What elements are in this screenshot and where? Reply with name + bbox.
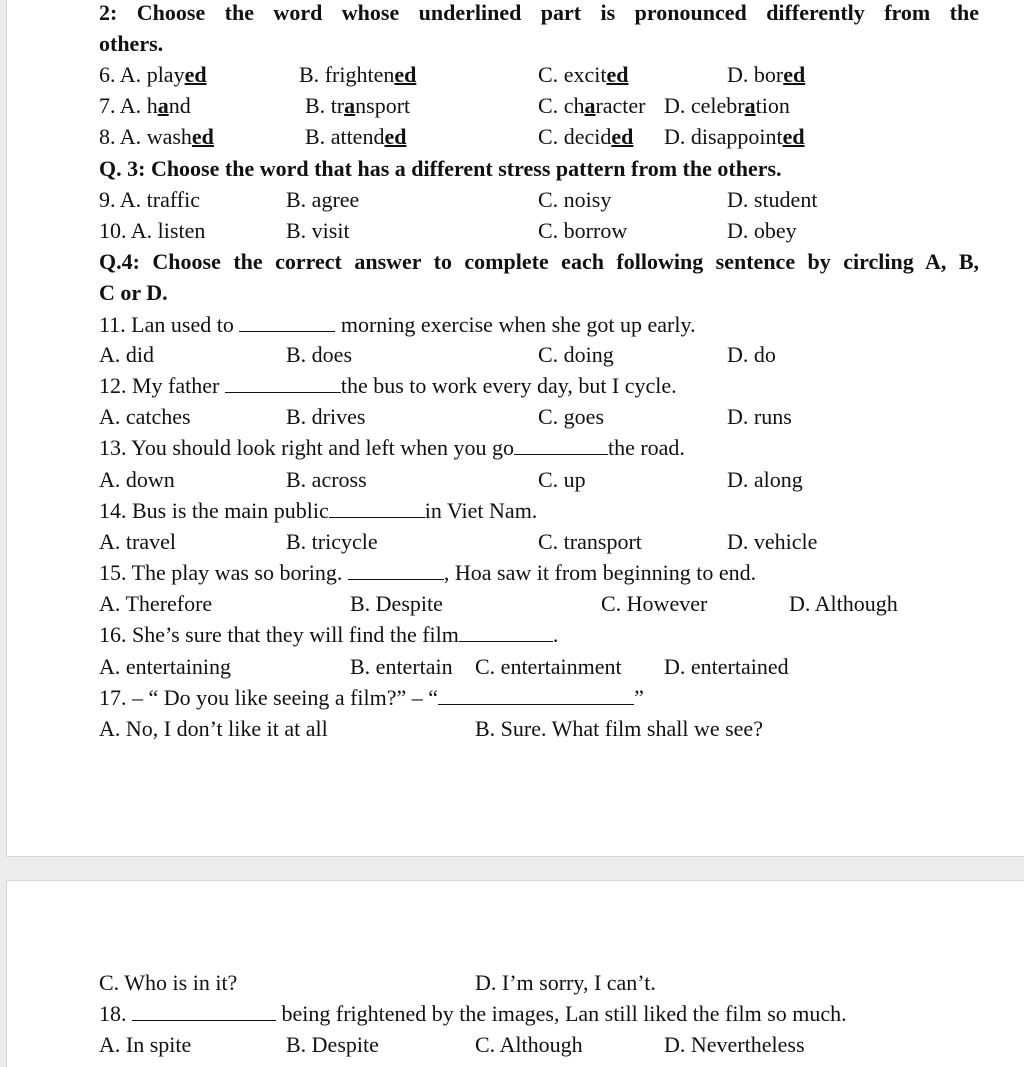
q12-option-b: B. drives <box>286 404 366 429</box>
q11-blank[interactable] <box>239 313 335 332</box>
q15-option-d: D. Although <box>789 591 898 616</box>
q14-option-d: D. vehicle <box>727 529 818 554</box>
q9-option-b: B. agree <box>286 187 360 212</box>
q9-option-a: 9. A. traffic <box>99 187 201 212</box>
q11-stem: 11. Lan used to morning exercise when she got up early. <box>99 312 696 337</box>
q18-option-c: C. Although <box>475 1032 583 1057</box>
q14-option-a: A. travel <box>99 529 176 554</box>
q11-option-d: D. do <box>727 342 776 367</box>
q16-option-d: D. entertained <box>664 654 789 679</box>
q15-option-a: A. Therefore <box>99 591 213 616</box>
q7-option-d: D. celebration <box>664 93 790 118</box>
q17-option-d: D. I’m sorry, I can’t. <box>475 970 656 995</box>
q12-stem: 12. My father the bus to work every day, but I cycle. <box>99 373 677 398</box>
q14-option-c: C. transport <box>538 529 642 554</box>
q6-option-c: C. excited <box>538 62 629 87</box>
q7-option-b: B. transport <box>305 93 411 118</box>
q7-option-a: 7. A. hand <box>99 93 191 118</box>
q17-stem: 17. – “ Do you like seeing a film?” – “ ” <box>99 685 644 710</box>
q14-option-b: B. tricycle <box>286 529 378 554</box>
q9-option-c: C. noisy <box>538 187 612 212</box>
q16-blank[interactable] <box>459 623 553 642</box>
document-page-2 <box>6 880 1024 1067</box>
q14-blank[interactable] <box>329 499 425 518</box>
q15-option-b: B. Despite <box>350 591 443 616</box>
q12-blank[interactable] <box>225 374 341 393</box>
q14-stem: 14. Bus is the main public in Viet Nam. <box>99 498 538 523</box>
section-2-heading-line-1: 2: Choose the word whose underlined part is pronounced differently from the <box>99 0 979 25</box>
section-2-heading-line-2: others. <box>99 31 164 56</box>
q6-option-b: B. frightened <box>299 62 417 87</box>
q16-option-c: C. entertainment <box>475 654 622 679</box>
q10-option-b: B. visit <box>286 218 350 243</box>
q11-option-b: B. does <box>286 342 352 367</box>
document-page-1 <box>6 0 1024 857</box>
q11-option-a: A. did <box>99 342 154 367</box>
q10-option-c: C. borrow <box>538 218 628 243</box>
q17-option-a: A. No, I don’t like it at all <box>99 716 328 741</box>
q15-option-c: C. However <box>601 591 708 616</box>
q13-stem: 13. You should look right and left when you go the road. <box>99 435 685 460</box>
q8-option-d: D. disappointed <box>664 124 805 149</box>
q6-option-a: 6. A. played <box>99 62 207 87</box>
q11-option-c: C. doing <box>538 342 614 367</box>
q16-stem: 16. She’s sure that they will find the film . <box>99 622 559 647</box>
q12-option-d: D. runs <box>727 404 792 429</box>
q17-option-c: C. Who is in it? <box>99 970 238 995</box>
section-4-heading-line-2: C or D. <box>99 280 168 305</box>
q12-option-a: A. catches <box>99 404 191 429</box>
q10-option-d: D. obey <box>727 218 797 243</box>
q12-option-c: C. goes <box>538 404 604 429</box>
q17-option-b: B. Sure. What film shall we see? <box>475 716 763 741</box>
q8-option-b: B. attended <box>305 124 407 149</box>
q16-option-b: B. entertain <box>350 654 453 679</box>
q13-option-c: C. up <box>538 467 586 492</box>
section-3-heading: Q. 3: Choose the word that has a different stress pattern from the others. <box>99 156 782 181</box>
q8-option-c: C. decided <box>538 124 634 149</box>
q9-option-d: D. student <box>727 187 818 212</box>
q13-option-d: D. along <box>727 467 803 492</box>
q16-option-a: A. entertaining <box>99 654 231 679</box>
q18-option-d: D. Nevertheless <box>664 1032 805 1057</box>
q18-blank[interactable] <box>132 1002 276 1021</box>
q17-blank[interactable] <box>438 686 634 705</box>
q18-option-a: A. In spite <box>99 1032 192 1057</box>
q6-option-d: D. bored <box>727 62 806 87</box>
q13-option-b: B. across <box>286 467 367 492</box>
q18-option-b: B. Despite <box>286 1032 379 1057</box>
q15-blank[interactable] <box>348 561 444 580</box>
q13-option-a: A. down <box>99 467 175 492</box>
q13-blank[interactable] <box>514 436 608 455</box>
q8-option-a: 8. A. washed <box>99 124 214 149</box>
section-4-heading-line-1: Q.4: Choose the correct answer to complete each following sentence by circling A, B, <box>99 249 979 274</box>
q18-stem: 18. being frightened by the images, Lan still liked the film so much. <box>99 1001 847 1026</box>
q7-option-c: C. character <box>538 93 646 118</box>
q15-stem: 15. The play was so boring. , Hoa saw it from beginning to end. <box>99 560 757 585</box>
q10-option-a: 10. A. listen <box>99 218 206 243</box>
